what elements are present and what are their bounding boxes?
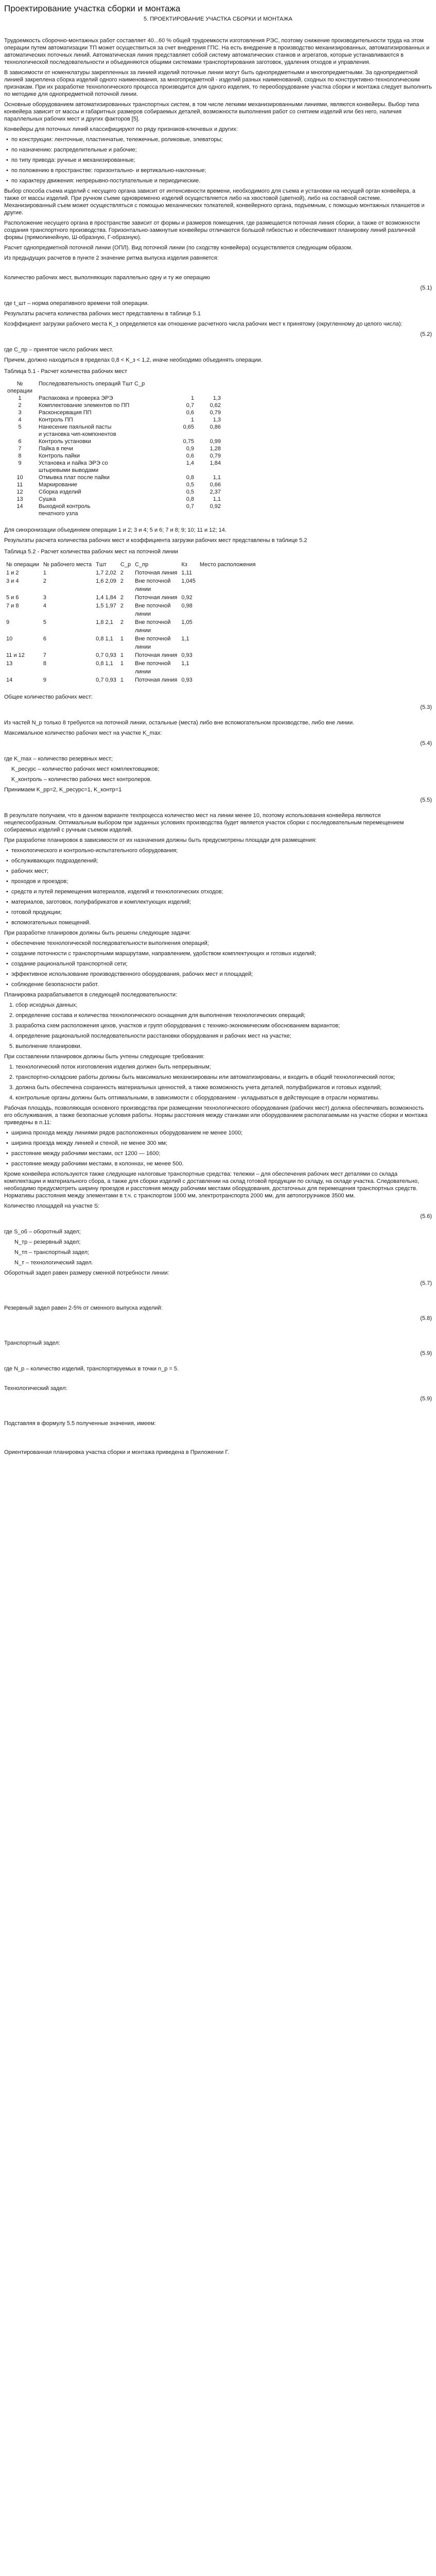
equation-number: (5.6) xyxy=(420,1213,432,1219)
paragraph: Количество площадей на участке S: xyxy=(4,1203,100,1209)
table-cell: 6 xyxy=(18,438,22,445)
list-item: • расстояние между рабочими местами, в колоннах, не менее 500. xyxy=(11,1160,432,1167)
table-cell: 1 xyxy=(190,417,195,423)
table-row xyxy=(4,467,224,474)
table-cell xyxy=(4,668,41,676)
areas-list xyxy=(4,847,432,926)
table-cell xyxy=(118,668,133,676)
definition: Принимаем K_pp=2, K_ресурс=1, K_контр=1 xyxy=(4,787,122,793)
table-cell: 1 xyxy=(120,677,124,683)
table-cell: 1 xyxy=(120,660,124,667)
paragraph: Ориентированная планировка участка сборки и монтажа приведена в Приложении Г. xyxy=(4,1449,230,1455)
paragraph: При разработке планировок должны быть решены следующие задачи: xyxy=(4,930,191,936)
table-cell: 0,92 xyxy=(210,503,221,510)
table-cell: 13 xyxy=(6,660,13,667)
definition: где S_об – оборотный задел; xyxy=(4,1229,81,1235)
list-item: • ширина проезда между линией и стеной, не менее 300 мм; xyxy=(11,1140,432,1147)
table-cell: Поточная линия xyxy=(135,677,178,683)
table-row xyxy=(4,452,224,460)
table-cell: Комплектование элементов по ПП xyxy=(39,402,130,409)
table-cell xyxy=(179,643,198,651)
list-item: • расстояние между рабочими местами, ост 1200 — 1600; xyxy=(11,1150,432,1157)
list-item: • проходов и проездов; xyxy=(11,878,432,885)
equation-number: (5.7) xyxy=(420,1280,432,1286)
table-cell: 0,79 xyxy=(210,453,221,459)
table-cell: 0,62 xyxy=(210,402,221,409)
table-cell: 4 xyxy=(43,603,46,609)
table-row xyxy=(4,577,258,585)
equation-number: (5.9) xyxy=(420,1350,432,1357)
list-item: 5. выполнение планировки. xyxy=(9,1043,82,1049)
table-row xyxy=(4,602,258,610)
table-cell: 1,5 1,97 xyxy=(96,603,116,609)
definition: K_ресурс – количество рабочих мест комплектовщиков; xyxy=(11,766,160,772)
paragraph: Максимальное количество рабочих мест на участке K_max: xyxy=(4,730,162,736)
table-cell: 6 xyxy=(43,636,46,642)
table-cell xyxy=(4,510,36,517)
table-cell: 7 xyxy=(18,446,22,452)
table-cell: 1 xyxy=(43,570,46,576)
paragraph: При составлении планировок должны быть учтены следующие требования: xyxy=(4,1054,205,1060)
table-cell xyxy=(118,626,133,635)
table-row xyxy=(4,474,224,481)
table-row xyxy=(4,488,224,496)
table-header-cell: № рабочего места xyxy=(43,562,92,568)
definition: где K_max – количество резервных мест; xyxy=(4,756,113,762)
table-cell xyxy=(4,431,36,438)
table-cell: Вне поточной xyxy=(135,660,171,667)
table-row xyxy=(4,643,258,651)
work-places-table xyxy=(4,380,224,517)
table-cell xyxy=(197,431,224,438)
table-caption: Таблица 5.2 - Расчет количества рабочих мест на поточной линии xyxy=(4,549,178,555)
table-cell: 0,8 1,1 xyxy=(96,636,113,642)
table-row xyxy=(4,626,258,635)
table-cell: 1,1 xyxy=(213,474,221,481)
table-cell: 5 xyxy=(43,619,46,625)
table-row xyxy=(4,402,224,409)
table-cell: 0,66 xyxy=(210,482,221,488)
table-header-cell: № операции xyxy=(6,562,39,568)
paragraph: Планировка разрабатывается в следующей последовательности: xyxy=(4,992,178,998)
paragraph: Причем, должно находиться в пределах 0,8 < K_з < 1,2, иначе необходимо объединять операции. xyxy=(4,357,263,363)
table-cell xyxy=(118,610,133,618)
table-row xyxy=(4,618,258,626)
table-cell: штыревыми выводами xyxy=(39,467,99,473)
table-cell: 11 xyxy=(16,482,23,488)
table-cell: 1,11 xyxy=(181,570,192,576)
table-cell xyxy=(118,585,133,594)
table-cell: 1,84 xyxy=(210,460,221,466)
list-item: • эффективное использование производственного оборудования, рабочих мест и площадей; xyxy=(11,971,432,978)
list-item: • готовой продукции; xyxy=(11,909,432,916)
table-header-cell: Тшт xyxy=(96,562,107,568)
table-cell: 2 xyxy=(18,402,22,409)
paragraph: Оборотный задел равен размеру сменной потребности линии: xyxy=(4,1270,169,1276)
list-item: • обслуживающих подразделений; xyxy=(11,857,432,865)
list-item: 4. определение рациональной последовательности расстановки оборудования и рабочих мест на участке; xyxy=(9,1033,291,1039)
table-cell xyxy=(41,626,94,635)
table-header-cell: Кз xyxy=(181,562,187,568)
table-cell: 1 и 2 xyxy=(6,570,19,576)
table-cell: Расконсервация ПП xyxy=(39,410,92,416)
definition: N_тп – транспортный задел; xyxy=(14,1249,90,1256)
table-cell: 0,7 0,93 xyxy=(96,652,116,658)
paragraph: Выбор способа съема изделий с несущего органа зависит от интенсивности времени, необходимого для съема и установки на несущей орган конвейера, а также от массы изделий. При ручном съеме одновременно изделий осуществляется либо на хвостовой (цветной), либо на составной системе. Механизированный съем может осуществляться с помощью механических толкателей, конвейерного органа, подъемным, с помощью монтажных планшетов и другие. xyxy=(4,188,425,216)
table-cell: 1,4 xyxy=(186,460,195,466)
classification-list xyxy=(4,136,432,184)
table-cell: 10 xyxy=(6,636,13,642)
table-cell: 0,7 xyxy=(186,503,195,510)
table-cell xyxy=(41,610,94,618)
norms-list xyxy=(4,1129,432,1167)
paragraph: Расположение несущего органа в пространстве зависит от формы и размеров помещения, где размещается поточная линия сборки, а также от возможности создания транспортного производства. Горизонтально-замкнутые конвейеры отличаются большой гибкостью и обеспечивают планировку линий различной формы (прямолинейную, Ш-образную, Г-образную). xyxy=(4,220,420,241)
table-row xyxy=(4,510,224,517)
table-cell: Выходной контроль xyxy=(39,503,91,510)
paragraph: Результаты расчета количества рабочих мест и коэффициента загрузки рабочих мест представлены в таблице 5.2 xyxy=(4,537,307,544)
table-cell: Контроль пайки xyxy=(39,453,80,459)
section-subtitle: 5. ПРОЕКТИРОВАНИЕ УЧАСТКА СБОРКИ И МОНТАЖА xyxy=(144,16,292,22)
table-header-row xyxy=(4,561,258,569)
equation-number: (5.2) xyxy=(420,331,432,337)
list-item: • создание поточности с транспортными маршрутами, направлением, удобством комплектующих и готовых изделий; xyxy=(11,950,432,957)
table-row xyxy=(4,431,224,438)
table-cell: 1,3 xyxy=(213,395,221,401)
table-row xyxy=(4,585,258,594)
table-cell: и установка чип-компонентов xyxy=(39,431,116,437)
table-cell: Распаковка и проверка ЭРЭ xyxy=(39,395,113,401)
table-header-cell: C_р xyxy=(120,562,131,568)
table-cell: 11 и 12 xyxy=(6,652,25,658)
table-cell: 0,7 0,93 xyxy=(96,677,116,683)
table-cell: 1,6 2,09 xyxy=(96,578,116,584)
list-item: 4. контрольные органы должны быть оптимальными, в зависимости с оборудованием - укладываться в действующие в отрасли нормативы. xyxy=(9,1095,380,1101)
table-row xyxy=(4,409,224,416)
table-cell xyxy=(170,467,197,474)
paragraph: Из частей N_p только 8 требуются на поточной линии, остальные (места) либо вне вспомогательном производстве, либо вне линии. xyxy=(4,720,355,726)
table-cell xyxy=(94,610,118,618)
table-cell: 0,93 xyxy=(181,677,193,683)
requirements-list xyxy=(4,940,432,988)
table-cell xyxy=(4,643,41,651)
table-cell: 1 xyxy=(120,652,124,658)
list-item: 2. транспортно-складские работы должны быть максимально механизированы или автоматизированы, и входить в общий технологический поток; xyxy=(9,1074,395,1080)
page-title: Проектирование участка сборки и монтажа xyxy=(4,4,181,13)
equation-number: (5.9) xyxy=(420,1396,432,1402)
table-cell: печатного узла xyxy=(39,511,78,517)
table-cell: 9 xyxy=(43,677,46,683)
table-cell xyxy=(179,668,198,676)
table-cell: Пайка в печи xyxy=(39,446,73,452)
table-cell: 0,86 xyxy=(210,424,221,430)
paragraph: Технологический задел: xyxy=(4,1385,67,1392)
paragraph: Для синхронизации объединяем операции 1 и 2; 3 и 4; 5 и 6; 7 и 8; 9; 10; 11 и 12; 14. xyxy=(4,527,226,533)
list-item: 3. разработка схем расположения цехов, участков и групп оборудования с технико-экономическим обоснованием вариантов; xyxy=(9,1023,340,1029)
table-cell: 2 xyxy=(120,619,124,625)
paragraph: Общее количество рабочих мест: xyxy=(4,694,93,700)
table-cell: 1,7 2,02 xyxy=(96,570,116,576)
list-item: • по типу привода: ручные и механизированные; xyxy=(11,157,432,164)
table-header-cell: № операции xyxy=(7,381,33,394)
table-cell: 0,5 xyxy=(186,482,195,488)
table-cell: Вне поточной xyxy=(135,619,171,625)
table-cell xyxy=(197,510,224,517)
table-cell: 1,8 2,1 xyxy=(96,619,113,625)
list-item: • по назначению: распределительные и рабочие; xyxy=(11,146,432,154)
equation-number: (5.3) xyxy=(420,704,432,710)
definition: K_контроль – количество рабочих мест контролеров. xyxy=(11,776,152,783)
intro-paragraph-4: Конвейеры для поточных линий классифицируют по ряду признаков-ключевых и других: xyxy=(4,126,238,132)
table-row xyxy=(4,610,258,618)
table-cell: 4 xyxy=(18,417,22,423)
table-cell: 12 xyxy=(16,489,23,495)
table-cell: 0,6 xyxy=(186,453,195,459)
table-cell: 1,3 xyxy=(213,417,221,423)
table-row xyxy=(4,438,224,445)
table-cell: 2 xyxy=(120,578,124,584)
paragraph: Расчет однопредметной поточной линии (ОПЛ). Вид поточной линии (по сходству конвейера) осуществляется следующим образом. xyxy=(4,245,353,251)
table-cell xyxy=(4,626,41,635)
table-cell xyxy=(4,585,41,594)
table-cell: 2 xyxy=(120,570,124,576)
table-cell: 8 xyxy=(43,660,46,667)
table-header-row xyxy=(4,380,224,395)
table-cell: 1 xyxy=(190,395,195,401)
paragraph: Резервный задел равен 2-5% от сменного выпуска изделий: xyxy=(4,1305,163,1311)
paragraph: где C_пр – принятое число рабочих мест. xyxy=(4,347,113,353)
table-row xyxy=(4,445,224,452)
table-cell: 1 xyxy=(18,395,22,401)
table-cell xyxy=(197,467,224,474)
table-row xyxy=(4,594,258,602)
table-header-cell: C_пр xyxy=(135,562,149,568)
definition: N_т – технологический задел. xyxy=(14,1260,93,1266)
load-factor-table xyxy=(4,561,258,684)
table-caption: Таблица 5.1 - Расчет количества рабочих мест xyxy=(4,368,128,375)
table-cell: 1,28 xyxy=(210,446,221,452)
table-cell xyxy=(4,467,36,474)
paragraph: Коэффициент загрузки рабочего места K_з определяется как отношение расчетного числа рабочих мест к принятому (округленному до целого числа): xyxy=(4,321,403,327)
list-item: • средств и путей перемещения материалов, изделий и технологических отходов; xyxy=(11,888,432,895)
table-cell: 8 xyxy=(18,453,22,459)
table-cell: 1,045 xyxy=(181,578,196,584)
table-cell: 0,9 xyxy=(186,446,195,452)
intro-paragraph-1: Трудоемкость сборочно-монтажных работ составляет 40...60 % общей трудоемкости изготовления РЭС, поэтому снижение производительности труда на этом операции путем автоматизации ТП может осуществиться за счет внедрения ГПС. На есть внедрение в производство механизированных, автоматизированных и автоматических поточных линий. Автоматическая линия представляет собой систему автоматических станков и агрегатов, которые устанавливаются в технологической последовательности и объединяются общими системами транспортирования заготовок, удаления отходов и управления. xyxy=(4,38,430,65)
table-cell: Отмывка плат после пайки xyxy=(39,474,110,481)
table-cell: Сборка изделий xyxy=(39,489,81,495)
equation-number: (5.8) xyxy=(420,1315,432,1321)
table-cell: линии xyxy=(135,644,151,650)
table-cell: Поточная линия xyxy=(135,570,178,576)
table-cell: 7 и 8 xyxy=(6,603,19,609)
table-cell: 10 xyxy=(16,474,23,481)
table-cell: 9 xyxy=(6,619,10,625)
list-item: • по конструкции: ленточные, пластинчатые, тележечные, роликовые, элеваторы; xyxy=(11,136,432,143)
paragraph: Рабочая площадь, позволяющая основного производства при размещении технологического оборудования (рабочих мест) должна обеспечивать возможность его обслуживания, а также безопасные условия работы. Нормы расстояния между станками или оборудованием располагаемыми на участке сборки и монтажа приведены в п.11: xyxy=(4,1105,428,1126)
table-cell: 1,1 xyxy=(181,636,189,642)
list-item: • создание рациональной транспортной сети; xyxy=(11,960,432,968)
table-cell xyxy=(94,668,118,676)
list-item: • материалов, заготовок, полуфабрикатов и комплектующих изделий; xyxy=(11,899,432,906)
equation-number: (5.4) xyxy=(420,740,432,747)
list-item: • рабочих мест; xyxy=(11,868,432,875)
table-row xyxy=(4,635,258,643)
table-cell xyxy=(94,585,118,594)
table-cell: 0,7 xyxy=(186,402,195,409)
list-item: 1. технологический поток изготовления изделия должен быть непрерывным; xyxy=(9,1064,211,1070)
intro-paragraph-2: В зависимости от номенклатуры закрепленных за линией изделий поточные линии могут быть однопредметными и многопредметными. За однопредметной линией закреплена сборка изделий одного наименования, за многопредметной - изделий разных наименований, сходных по конструктивно-технологическим признакам. При их разработке технологического процесса производится для одного изделия, то переоборудование участка сборки и монтажа следует выполнить по методике для однопредметной поточной линии. xyxy=(4,70,432,97)
table-row xyxy=(4,668,258,676)
table-cell: 0,99 xyxy=(210,438,221,445)
list-item: • соблюдение безопасности работ. xyxy=(11,981,432,988)
table-cell: 1,1 xyxy=(213,496,221,502)
list-item: 2. определение состава и количества технологического оснащения для выполнения технологических операций; xyxy=(9,1012,306,1019)
table-cell: 0,93 xyxy=(181,652,193,658)
table-cell: 3 xyxy=(43,595,46,601)
table-cell xyxy=(170,510,197,517)
table-cell: Поточная линия xyxy=(135,595,178,601)
table-cell: 0,8 xyxy=(186,474,195,481)
table-cell: Сушка xyxy=(39,496,56,502)
table-row xyxy=(4,423,224,431)
table-cell: 2 xyxy=(43,578,46,584)
paragraph: Кроме конвейера используются также следующие налоговые транспортные средства: тележки – для обеспечения рабочих мест деталями со склада комплектации и материального сбора, а также для сборки изделий с доставлении на склад готовой продукции по складу, на складе участка. Следовательно, необходимо предусмотреть ширину проездов и расстояния между рабочими местами оборудования, достаточных для перемещения транспортных средств. Нормативы расстояния между элементами в т.ч. с транспортом 1000 мм, электротранспорта 2000 мм, для автопогрузчиков 3500 мм. xyxy=(4,1171,420,1199)
table-cell: Вне поточной xyxy=(135,636,171,642)
table-cell xyxy=(170,431,197,438)
rules-list xyxy=(4,1063,432,1101)
table-cell: Нанесение паяльной пасты xyxy=(39,424,112,430)
list-item: • вспомогательных помещений. xyxy=(11,919,432,926)
table-cell: Маркирование xyxy=(39,482,77,488)
table-cell xyxy=(41,668,94,676)
table-cell xyxy=(179,610,198,618)
list-item: • ширина прохода между линиями рядов расположенных оборудованием не менее 1000; xyxy=(11,1129,432,1137)
table-cell: 3 и 4 xyxy=(6,578,19,584)
table-cell: 1,05 xyxy=(181,619,193,625)
paragraph: В результате получаем, что в данном варианте техпроцесса количество мест на линии менее 10, поэтому использования конвейера являются нецелесообразным. Оптимальным выбором при заданных условиях производства будет является участок сборки с последовательным перемещением собираемых изделий с ручным съемом изделий. xyxy=(4,812,404,833)
table-row xyxy=(4,416,224,423)
table-cell: Установка и пайка ЭРЭ со xyxy=(39,460,108,466)
intro-paragraph-3: Основные оборудованием автоматизированных транспортных систем, в том числе легкими механизированными линиями, являются конвейеры. Выбор типа конвейера зависит от массы и габаритных размеров собираемых деталей, возможности выполнения работ со снятием изделий или без него, наличия параллельных рабочих мест и других факторов [5]. xyxy=(4,101,420,122)
table-cell: линии xyxy=(135,611,151,617)
table-cell: 0,79 xyxy=(210,410,221,416)
table-cell: 0,8 xyxy=(186,496,195,502)
table-cell: линии xyxy=(135,628,151,634)
table-cell: линии xyxy=(135,669,151,675)
table-cell: 0,92 xyxy=(181,595,193,601)
sequence-list xyxy=(4,1002,432,1050)
equation-number: (5.5) xyxy=(420,797,432,803)
table-cell: 0,6 xyxy=(186,410,195,416)
table-cell: 14 xyxy=(16,503,23,510)
list-item: • обеспечение технологической последовательности выполнения операций; xyxy=(11,940,432,947)
table-cell: Контроль ПП xyxy=(39,417,73,423)
table-row xyxy=(4,569,258,577)
table-cell: 7 xyxy=(43,652,46,658)
list-item: • по положению в пространстве: горизонтально- и вертикально-наклонные; xyxy=(11,167,432,174)
table-cell: 0,98 xyxy=(181,603,193,609)
table-cell xyxy=(179,585,198,594)
table-cell: 0,75 xyxy=(183,438,195,445)
table-cell xyxy=(41,585,94,594)
table-row xyxy=(4,460,224,467)
table-cell: линии xyxy=(135,586,151,592)
table-cell: 14 xyxy=(6,677,13,683)
table-row xyxy=(4,395,224,402)
table-cell: Вне поточной xyxy=(135,578,171,584)
table-cell: 2,37 xyxy=(210,489,221,495)
equation-number: (5.1) xyxy=(420,285,432,291)
table-cell: 5 xyxy=(18,424,22,430)
table-cell: 2 xyxy=(120,595,124,601)
paragraph: Количество рабочих мест, выполняющих параллельно одну и ту же операцию xyxy=(4,275,210,281)
table-cell: 13 xyxy=(16,496,23,502)
table-header-cell: Последовательность операций Тшт C_р xyxy=(39,381,145,387)
list-item: 1. сбор исходных данных; xyxy=(9,1002,78,1008)
table-cell xyxy=(94,643,118,651)
table-cell xyxy=(179,626,198,635)
table-row xyxy=(4,481,224,488)
table-cell: 0,8 1,1 xyxy=(96,660,113,667)
paragraph: При разработке планировок в зависимости от их назначения должны быть предусмотрены площади для размещения: xyxy=(4,837,317,843)
table-cell: 5 и 6 xyxy=(6,595,19,601)
table-row xyxy=(4,496,224,503)
table-cell: 1,4 1,84 xyxy=(96,595,116,601)
paragraph: Транспортный задел: xyxy=(4,1340,60,1346)
table-cell: Контроль установки xyxy=(39,438,91,445)
table-row xyxy=(4,676,258,684)
list-item: 3. должна быть обеспечена сохранность материальных ценностей, а также возможность учета деталей, полуфабрикатов и готовых изделий; xyxy=(9,1084,382,1091)
table-cell: 1,1 xyxy=(181,660,189,667)
table-row xyxy=(4,659,258,668)
definition: N_тр – резервный задел; xyxy=(14,1239,81,1245)
table-cell xyxy=(94,626,118,635)
list-item: • по характеру движения: непрерывно-поступательные и периодические. xyxy=(11,177,432,184)
table-cell: Вне поточной xyxy=(135,603,171,609)
paragraph: Результаты расчета количества рабочих мест представлены в таблице 5.1 xyxy=(4,311,201,317)
table-cell: 3 xyxy=(18,410,22,416)
paragraph: где t_шт – норма оперативного времени той операции. xyxy=(4,300,149,307)
table-cell xyxy=(4,610,41,618)
table-cell: 1 xyxy=(120,636,124,642)
table-cell: 0,5 xyxy=(186,489,195,495)
table-row xyxy=(4,503,224,510)
table-cell: 2 xyxy=(120,603,124,609)
table-cell: Поточная линия xyxy=(135,652,178,658)
table-cell xyxy=(118,643,133,651)
list-item: • технологического и контрольно-испытательного оборудования; xyxy=(11,847,432,854)
definition: где N_р – количество изделий, транспортируемых в точки n_р = 5. xyxy=(4,1366,179,1372)
table-cell: 0,65 xyxy=(183,424,195,430)
table-cell xyxy=(41,643,94,651)
table-header-cell: Место расположения xyxy=(199,562,256,568)
paragraph: Подставляя в формулу 5.5 полученные значения, имеем: xyxy=(4,1420,156,1427)
table-cell: 9 xyxy=(18,460,22,466)
paragraph: Из предыдущих расчетов в пункте 2 значение ритма выпуска изделия равняется: xyxy=(4,255,219,261)
table-row xyxy=(4,651,258,659)
